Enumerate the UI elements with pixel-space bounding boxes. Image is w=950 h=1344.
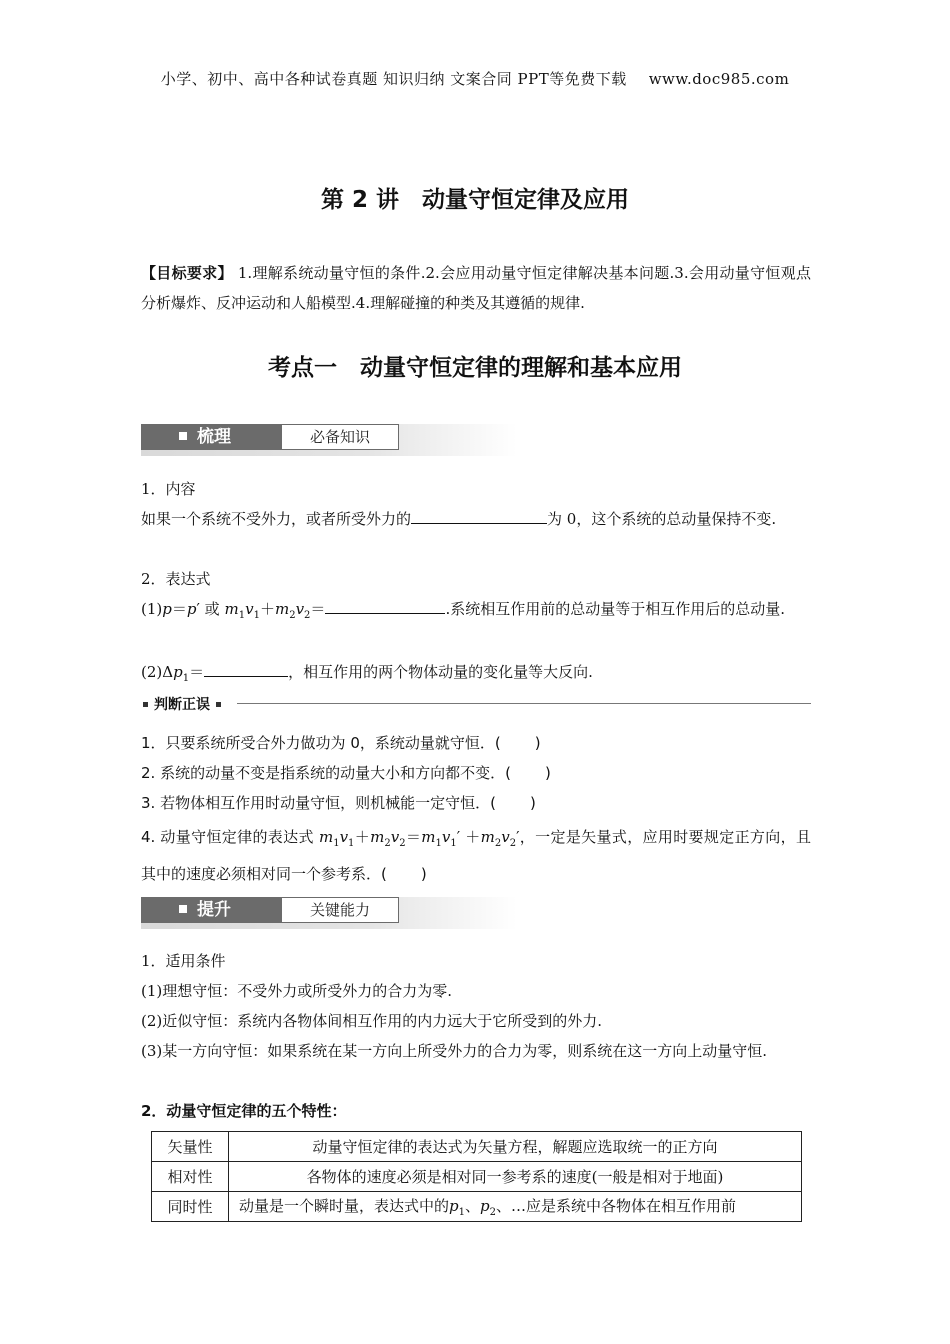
condition-2: (2)近似守恒：系统内各物体间相互作用的内力远大于它所受到的外力. (141, 1012, 603, 1030)
header-url[interactable]: www.doc985.com (648, 70, 790, 88)
square-icon (216, 702, 221, 707)
site-header (0, 68, 950, 89)
table-row (152, 1162, 802, 1192)
content-paragraph: 如果一个系统不受外力，或者所受外力的 为 0，这个系统的总动量保持不变. (141, 510, 777, 528)
banner-dark-label: 提升 (141, 897, 281, 923)
table-value: 动量是一个瞬时量，表达式中的$p_1$、$p_2$、…应是系统中各物体在相互作用前 (229, 1192, 802, 1222)
divider (237, 703, 811, 704)
heading-properties: 2．动量守恒定律的五个特性： (141, 1102, 347, 1120)
banner-dark-label: 梳理 (141, 424, 281, 450)
table-value: 动量守恒定律的表达式为矢量方程，解题应选取统一的正方向 (229, 1132, 802, 1162)
table-row (152, 1192, 802, 1222)
header-text: 小学、初中、高中各种试卷真题 知识归纳 文案合同 PPT等免费下载 (160, 70, 627, 88)
judge-heading: 判断正误 (141, 694, 811, 712)
fill-blank[interactable] (411, 508, 547, 524)
heading-expression: 2．表达式 (141, 570, 211, 588)
lesson-title: 第 2 讲 动量守恒定律及应用 (320, 187, 630, 213)
expression-2: $(2)\Delta p_1=$ ，相互作用的两个物体动量的变化量等大反向. (141, 663, 593, 684)
judge-q4: 4. 动量守恒定律的表达式 $m_1v_1+m_2v_2=m_1v_1' +m_2v_2'$，一定是矢量式，应用时要规定正方向，且其中的速度必须相对同一个参考系．( ) (141, 828, 811, 883)
square-icon (143, 702, 148, 707)
table-key: 矢量性 (152, 1132, 229, 1162)
judge-q2: 2. 系统的动量不变是指系统的动量大小和方向都不变．( ) (141, 764, 551, 782)
square-icon (179, 432, 187, 440)
table-value: 各物体的速度必须是相对同一参考系的速度(一般是相对于地面) (229, 1162, 802, 1192)
table-key: 相对性 (152, 1162, 229, 1192)
banner-light-label: 关键能力 (281, 897, 399, 923)
condition-3: (3)某一方向守恒：如果系统在某一方向上所受外力的合力为零，则系统在这一方向上动量守恒. (141, 1042, 768, 1060)
goal-paragraph (141, 258, 811, 318)
square-icon (179, 905, 187, 913)
banner-light-label: 必备知识 (281, 424, 399, 450)
banner-knowledge (141, 424, 517, 456)
fill-blank[interactable] (325, 598, 445, 614)
properties-table (151, 1131, 802, 1222)
condition-1: (1)理想守恒：不受外力或所受外力的合力为零. (141, 982, 453, 1000)
expression-1: (1)p＝p′ 或 $m_1v_1+m_2v_2=$ .系统相互作用前的总动量等于相互作用后的总动量. (141, 600, 785, 621)
section-title: 考点一 动量守恒定律的理解和基本应用 (268, 355, 682, 381)
goal-tag: 【目标要求】 (141, 264, 233, 282)
heading-content: 1．内容 (141, 480, 196, 498)
heading-conditions: 1．适用条件 (141, 952, 226, 970)
goal-text: 1.理解系统动量守恒的条件.2.会应用动量守恒定律解决基本问题.3.会用动量守恒观点分析爆炸、反冲运动和人船模型.4.理解碰撞的种类及其遵循的规律. (141, 264, 811, 312)
fill-blank[interactable] (204, 661, 288, 677)
table-row (152, 1132, 802, 1162)
banner-ability (141, 897, 517, 929)
judge-q3: 3. 若物体相互作用时动量守恒，则机械能一定守恒．( ) (141, 794, 536, 812)
table-key: 同时性 (152, 1192, 229, 1222)
judge-q1: 1．只要系统所受合外力做功为 0，系统动量就守恒．( ) (141, 734, 541, 752)
